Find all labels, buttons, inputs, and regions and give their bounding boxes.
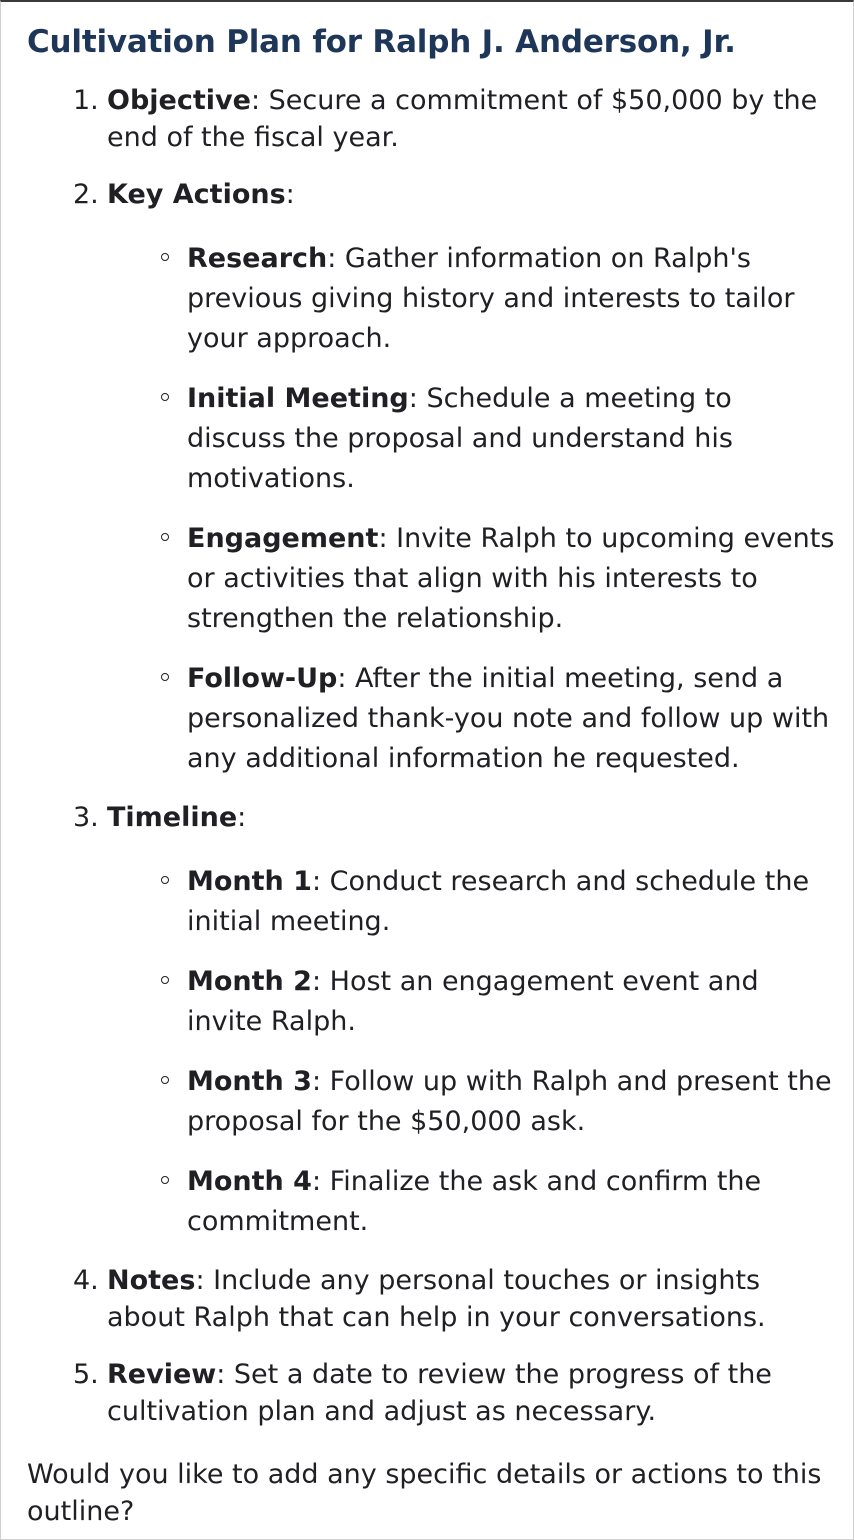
item-text: : Include any personal touches or insights about Ralph that can help in your conversations. <box>107 1265 766 1333</box>
item-number: 1. <box>73 85 99 116</box>
item-number: 4. <box>73 1265 99 1296</box>
sublist-item-month-1 <box>187 862 839 942</box>
plan-outline-list <box>27 82 839 1430</box>
item-text: : <box>237 802 247 833</box>
sub-item-label: Initial Meeting <box>187 383 409 414</box>
item-text: : <box>285 179 295 210</box>
item-text: : Secure a commitment of $50,000 by the end of the fiscal year. <box>107 85 818 153</box>
list-item-notes <box>73 1262 839 1336</box>
bullet-icon <box>161 1176 169 1184</box>
bullet-icon <box>161 533 169 541</box>
bullet-icon <box>161 253 169 261</box>
bullet-icon <box>161 1076 169 1084</box>
item-label: Objective <box>107 85 251 116</box>
sub-item-text: : Finalize the ask and confirm the commitment. <box>187 1166 762 1237</box>
item-number: 2. <box>73 179 99 210</box>
sublist-item-month-2 <box>187 962 839 1042</box>
closing-question: Would you like to add any specific details or actions to this outline? <box>27 1459 822 1527</box>
bullet-icon <box>161 876 169 884</box>
list-item-review <box>73 1356 839 1430</box>
bullet-icon <box>161 393 169 401</box>
sub-item-label: Month 2 <box>187 966 312 997</box>
sublist-item-engagement <box>187 519 839 639</box>
item-label: Timeline <box>107 802 238 833</box>
sub-item-label: Month 1 <box>187 866 312 897</box>
sub-item-label: Month 3 <box>187 1066 312 1097</box>
sub-item-text: : Follow up with Ralph and present the proposal for the $50,000 ask. <box>187 1066 832 1137</box>
sub-item-text: : Schedule a meeting to discuss the proposal and understand his motivations. <box>187 383 733 494</box>
page-title: Cultivation Plan for Ralph J. Anderson, Jr. <box>27 24 736 60</box>
item-label: Notes <box>107 1265 196 1296</box>
item-text: : Set a date to review the progress of the cultivation plan and adjust as necessary. <box>107 1359 772 1427</box>
sublist-item-month-3 <box>187 1062 839 1142</box>
sub-item-label: Month 4 <box>187 1166 312 1197</box>
list-item-timeline <box>73 799 839 1242</box>
sublist-item-follow-up <box>187 659 839 779</box>
list-item-objective <box>73 82 839 156</box>
sub-item-text: : Host an engagement event and invite Ralph. <box>187 966 759 1037</box>
item-number: 5. <box>73 1359 99 1390</box>
bullet-icon <box>161 976 169 984</box>
key-actions-sublist <box>107 239 839 779</box>
sublist-item-initial-meeting <box>187 379 839 499</box>
sub-item-text: : After the initial meeting, send a personalized thank-you note and follow up with any additional information he requested. <box>187 663 830 774</box>
bullet-icon <box>161 673 169 681</box>
sub-item-text: : Invite Ralph to upcoming events or activities that align with his interests to strengthen the relationship. <box>187 523 835 634</box>
sub-item-label: Engagement <box>187 523 379 554</box>
item-label: Key Actions <box>107 179 286 210</box>
list-item-key-actions <box>73 176 839 779</box>
timeline-sublist <box>107 862 839 1242</box>
sublist-item-research <box>187 239 839 359</box>
sub-item-label: Research <box>187 243 328 274</box>
sub-item-label: Follow-Up <box>187 663 338 694</box>
item-number: 3. <box>73 802 99 833</box>
item-label: Review <box>107 1359 217 1390</box>
sub-item-text: : Gather information on Ralph's previous giving history and interests to tailor your approach. <box>187 243 795 354</box>
sublist-item-month-4 <box>187 1162 839 1242</box>
sub-item-text: : Conduct research and schedule the initial meeting. <box>187 866 810 937</box>
